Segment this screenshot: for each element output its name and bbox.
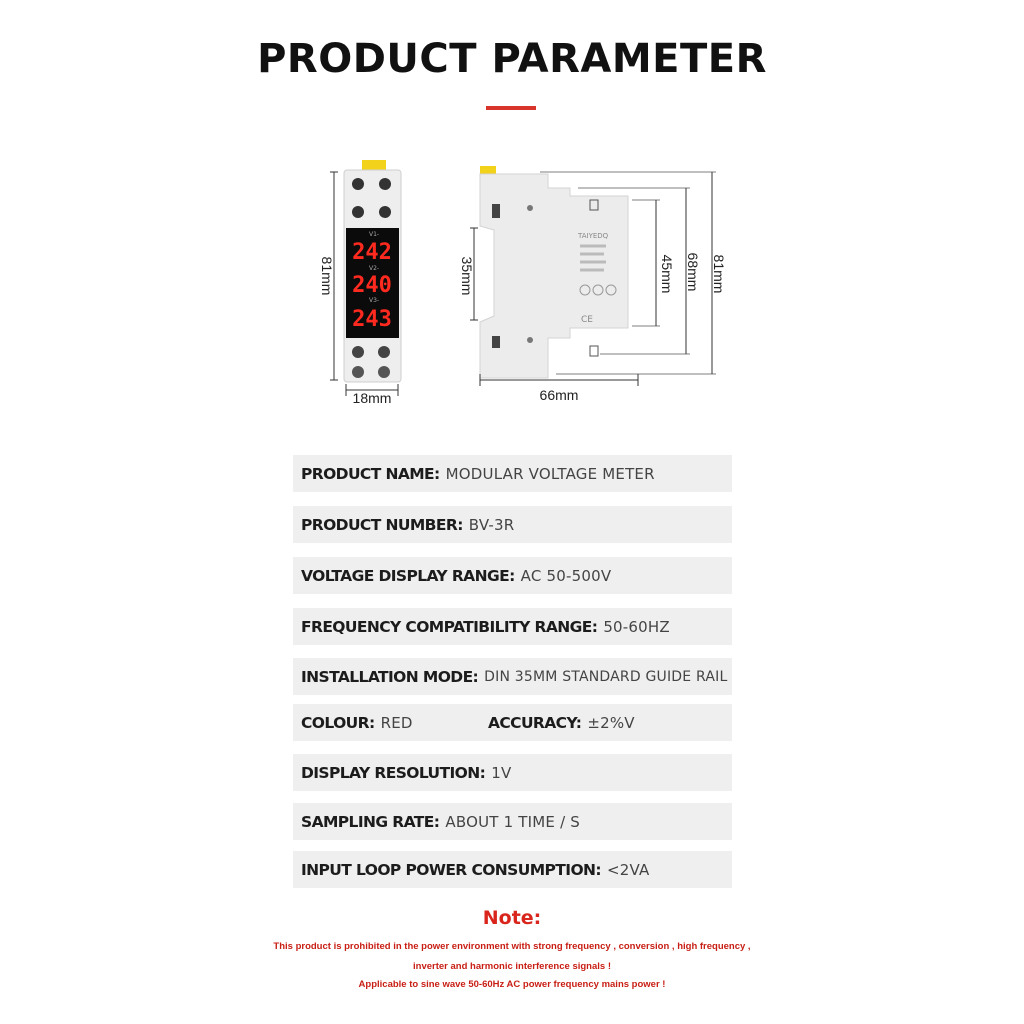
reading-3: 243 bbox=[352, 307, 392, 332]
spec-row-colour-accuracy bbox=[293, 704, 732, 741]
spec-label: VOLTAGE DISPLAY RANGE: bbox=[301, 566, 515, 585]
spec-value: MODULAR VOLTAGE METER bbox=[445, 464, 655, 483]
spec-value: DIN 35MM STANDARD GUIDE RAIL bbox=[484, 668, 728, 685]
spec-value: ABOUT 1 TIME / S bbox=[445, 812, 581, 831]
spec-value: BV-3R bbox=[468, 515, 515, 534]
front-width-dim: 18mm bbox=[352, 390, 392, 406]
note-line-1: This product is prohibited in the power environment with strong frequency , conversion , high frequency , bbox=[273, 941, 751, 952]
spec-row-frequency-range bbox=[293, 608, 732, 645]
v3-label: V3- bbox=[369, 297, 380, 304]
reading-1: 242 bbox=[352, 240, 392, 265]
spec-row-installation-mode bbox=[293, 658, 732, 695]
ce-mark: CE bbox=[581, 315, 593, 325]
spec-label: DISPLAY RESOLUTION: bbox=[301, 763, 486, 782]
front-height-dim: 81mm bbox=[319, 256, 335, 296]
reading-2: 240 bbox=[352, 273, 392, 298]
spec-label: INPUT LOOP POWER CONSUMPTION: bbox=[301, 860, 601, 879]
spec-label: PRODUCT NAME: bbox=[301, 464, 440, 483]
colour-label: COLOUR: bbox=[301, 713, 375, 732]
spec-row-display-resolution bbox=[293, 754, 732, 791]
spec-row-voltage-range bbox=[293, 557, 732, 594]
spec-label: SAMPLING RATE: bbox=[301, 812, 440, 831]
spec-label: INSTALLATION MODE: bbox=[301, 667, 479, 686]
dim-35: 35mm bbox=[459, 256, 475, 296]
side-brand: TAIYEDQ bbox=[578, 232, 609, 240]
dim-45: 45mm bbox=[659, 254, 675, 294]
spec-row-product-number bbox=[293, 506, 732, 543]
spec-value: 50-60HZ bbox=[603, 617, 670, 636]
note-line-2: inverter and harmonic interference signals ! bbox=[413, 961, 611, 972]
product-dimension-diagram bbox=[0, 0, 1024, 440]
spec-value: 1V bbox=[491, 763, 512, 782]
spec-value: <2VA bbox=[607, 860, 650, 879]
accuracy-value: ±2%V bbox=[587, 713, 635, 732]
dim-81: 81mm bbox=[711, 254, 727, 294]
spec-value: AC 50-500V bbox=[520, 566, 612, 585]
accuracy-label: ACCURACY: bbox=[488, 713, 582, 732]
spec-row-sampling-rate bbox=[293, 803, 732, 840]
colour-value: RED bbox=[380, 713, 413, 732]
v1-label: V1- bbox=[369, 231, 380, 238]
spec-label: FREQUENCY COMPATIBILITY RANGE: bbox=[301, 617, 598, 636]
dim-66: 66mm bbox=[539, 387, 579, 403]
note-line-3: Applicable to sine wave 50-60Hz AC power frequency mains power ! bbox=[358, 979, 666, 990]
side-view bbox=[459, 166, 727, 403]
v2-label: V2- bbox=[369, 265, 380, 272]
spec-row-product-name bbox=[293, 455, 732, 492]
spec-row-power-consumption bbox=[293, 851, 732, 888]
page-title: PRODUCT PARAMETER bbox=[257, 36, 767, 82]
dim-68: 68mm bbox=[685, 252, 701, 292]
note-title: Note: bbox=[482, 907, 542, 929]
spec-label: PRODUCT NUMBER: bbox=[301, 515, 463, 534]
front-view bbox=[319, 160, 401, 406]
